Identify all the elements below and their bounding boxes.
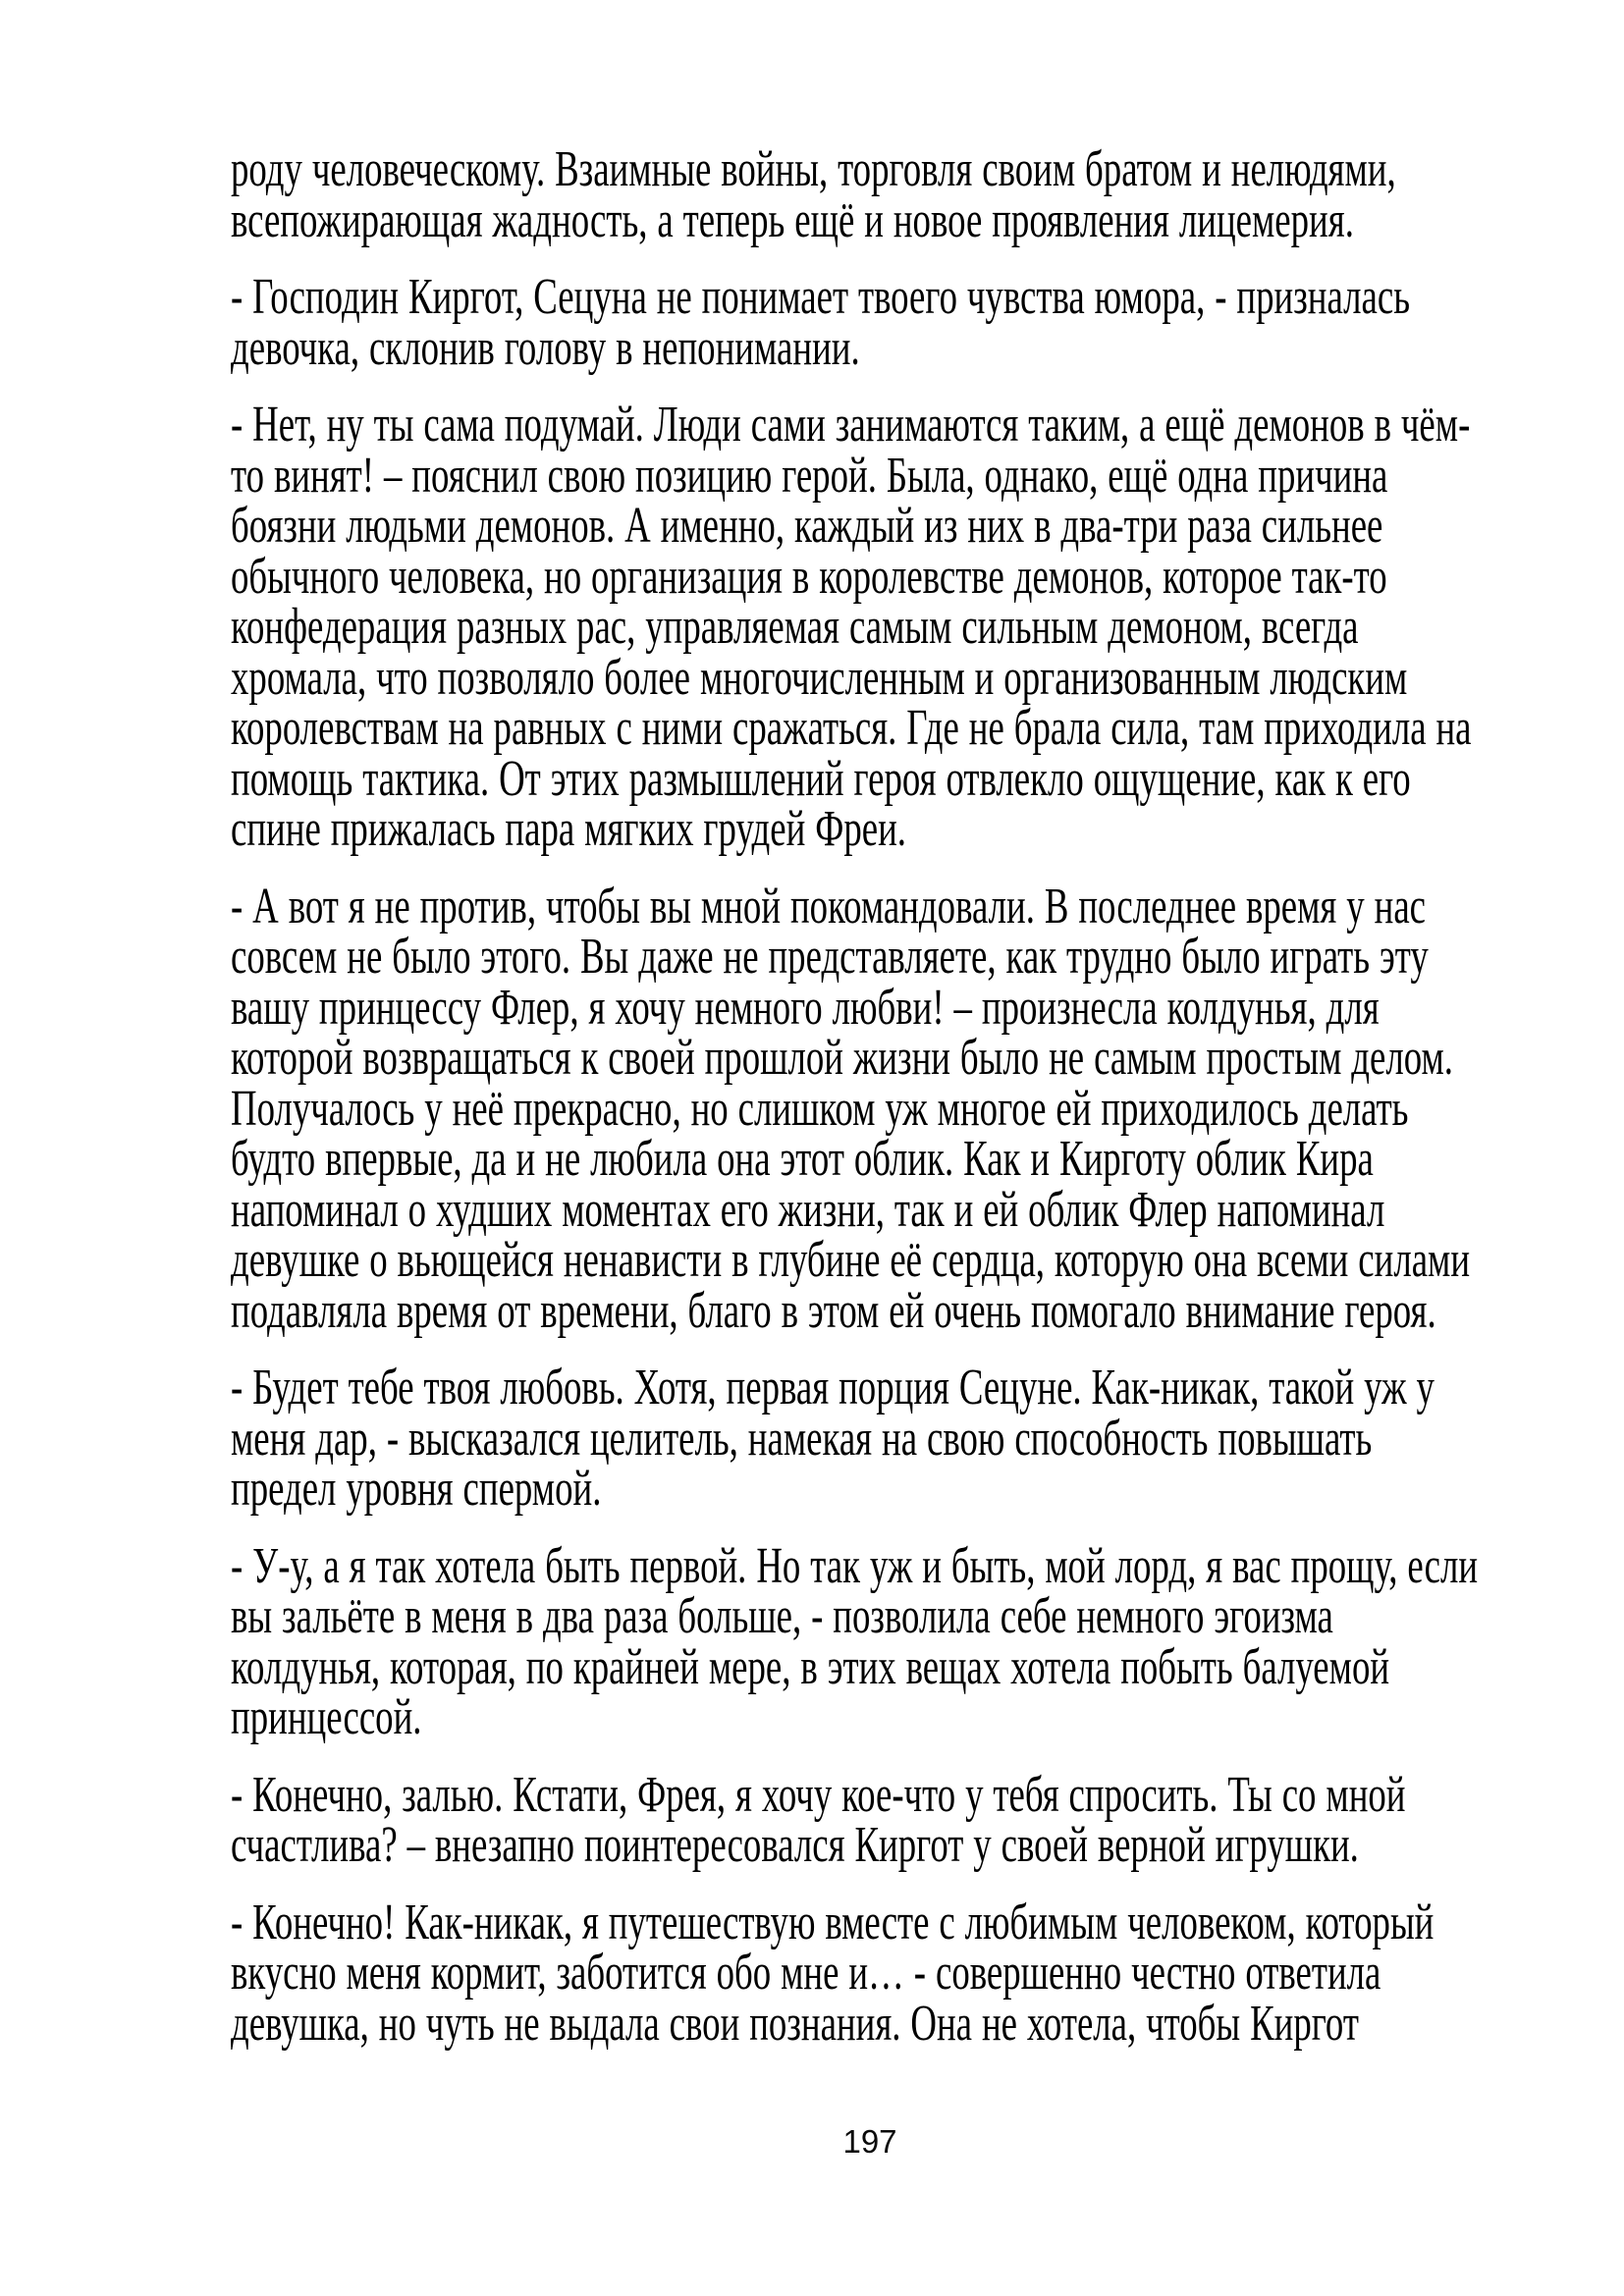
paragraph-1: роду человеческому. Взаимные войны, торговля своим братом и нелюдями, всепожирающая жадность, а теперь ещё и новое проявления лицемерия.	[231, 141, 1396, 248]
paragraph-4: - А вот я не против, чтобы вы мной покомандовали. В последнее время у нас совсем не было этого. Вы даже не представляете, как трудно было играть эту вашу принцессу Флер, я хочу немного любви! – произнесла колдунья, для которой возвращаться к своей прошлой жизни было не самым простым делом. Получалось у неё прекрасно, но слишком уж многое ей приходилось делать будто впервые, да и не любила она этот облик. Как и Кирготу облик Кира напоминал о худших моментах его жизни, так и ей облик Флер напоминал девушке о вьющейся ненависти в глубине её сердца, которую она всеми силами подавляла время от времени, благо в этом ей очень помогало внимание героя.	[231, 878, 1471, 1339]
text-block	[231, 141, 1482, 2075]
paragraph-6: - У-у, а я так хотела быть первой. Но так уж и быть, мой лорд, я вас прощу, если вы зальёте в меня в два раза больше, - позволила себе немного эгоизма колдунья, которая, по крайней мере, в этих вещах хотела побыть балуемой принцессой.	[231, 1537, 1479, 1745]
paragraph-7: - Конечно, залью. Кстати, Фрея, я хочу кое-что у тебя спросить. Ты со мной счастлива? – внезапно поинтересовался Киргот у своей верной игрушки.	[231, 1766, 1406, 1873]
paragraph-5: - Будет тебе твоя любовь. Хотя, первая порция Сецуне. Как-никак, такой уж у меня дар, - высказался целитель, намекая на свою способность повышать предел уровня спермой.	[231, 1360, 1435, 1517]
paragraph-2: - Господин Киргот, Сецуна не понимает твоего чувства юмора, - призналась девочка, склонив голову в непонимании.	[231, 269, 1411, 376]
paragraph-3: - Нет, ну ты сама подумай. Люди сами занимаются таким, а ещё демонов в чём-то винят! – пояснил свою позицию герой. Была, однако, ещё одна причина боязни людьми демонов. А именно, каждый из них в два-три раза сильнее обычного человека, но организация в королевстве демонов, которое так-то конфедерация разных рас, управляемая самым сильным демоном, всегда хромала, что позволяло более многочисленным и организованным людским королевствам на равных с ними сражаться. Где не брала сила, там приходила на помощь тактика. От этих размышлений героя отвлекло ощущение, как к его спине прижалась пара мягких грудей Фреи.	[231, 397, 1472, 857]
page-number: 197	[842, 2123, 897, 2160]
paragraph-8: - Конечно! Как-никак, я путешествую вместе с любимым человеком, который вкусно меня кормит, заботится обо мне и… - совершенно честно ответила девушка, но чуть не выдала свои познания. Она не хотела, чтобы Киргот	[231, 1894, 1435, 2052]
